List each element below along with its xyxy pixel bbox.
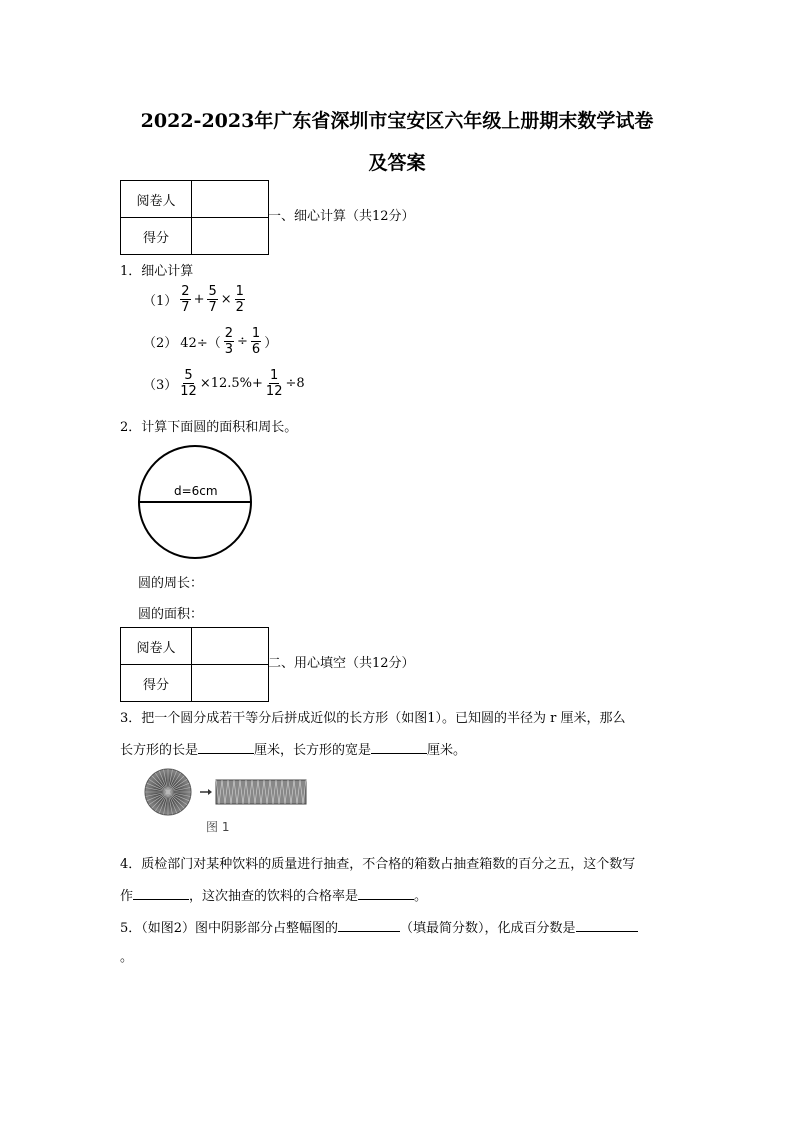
expression-text: ×12.5%+: [199, 376, 263, 391]
answer-blank[interactable]: [198, 741, 254, 754]
score-label: 得分: [121, 218, 192, 255]
section-2-heading: 二、用心填空（共12分）: [268, 656, 415, 671]
reviewer-cell: [192, 181, 269, 218]
q1-label: 1．细心计算: [120, 264, 194, 279]
fraction: $\frac{1}{6}$: [251, 326, 261, 357]
fraction: $\frac{2}{3}$: [224, 326, 233, 357]
expression-text: 42÷（: [180, 336, 221, 351]
q1-part2-expression: [143, 326, 277, 357]
score-cell: [192, 218, 269, 255]
reviewer-cell: [192, 628, 269, 665]
score-label: 得分: [121, 665, 192, 702]
answer-blank[interactable]: [133, 887, 189, 900]
figure-1-image: [140, 768, 310, 816]
title-line-1: 2022-2023年广东省深圳市宝安区六年级上册期末数学试卷: [140, 110, 654, 132]
reviewer-label: 阅卷人: [121, 628, 192, 665]
reviewer-label: 阅卷人: [121, 181, 192, 218]
answer-blank[interactable]: [358, 887, 414, 900]
operator: ×: [220, 292, 232, 307]
q1-part3-tag: （3）: [143, 378, 178, 393]
q4-line2: 作 ，这次抽查的饮料的合格率是 。: [120, 889, 428, 904]
score-cell: [192, 665, 269, 702]
q4-line1: 4．质检部门对某种饮料的质量进行抽查，不合格的箱数占抽查箱数的百分之五，这个数写: [120, 857, 636, 872]
score-table-2: [120, 627, 269, 702]
fraction: $\frac{5}{7}$: [208, 284, 217, 315]
perimeter-prompt: 圆的周长：: [138, 576, 204, 591]
fraction: $\frac{1}{12}$: [265, 368, 283, 399]
figure-1-caption: 图 1: [206, 820, 230, 834]
answer-blank[interactable]: [338, 919, 400, 932]
q1-part1-tag: （1）: [143, 294, 178, 309]
q5-line2: 。: [120, 950, 134, 965]
answer-blank[interactable]: [371, 741, 427, 754]
expression-text: ）: [264, 336, 278, 351]
fraction: $\frac{5}{12}$: [180, 368, 197, 399]
area-prompt: 圆的面积：: [138, 607, 204, 622]
title-line-2: 及答案: [368, 152, 426, 174]
section-1-heading: 一、细心计算（共12分）: [268, 209, 415, 224]
q3-line1: 3．把一个圆分成若干等分后拼成近似的长方形（如图1）。已知圆的半径为 r 厘米，那么: [120, 711, 626, 726]
q5-line1: 5．（如图2）图中阴影部分占整幅图的 （填最简分数），化成百分数是: [120, 917, 638, 936]
expression-text: ÷8: [285, 376, 305, 391]
circle-figure: [136, 444, 256, 560]
q2-label: 2．计算下面圆的面积和周长。: [120, 420, 298, 435]
operator: +: [193, 292, 205, 307]
q3-line2: 长方形的长是 厘米，长方形的宽是 厘米。: [120, 743, 467, 758]
score-table-1: [120, 180, 269, 255]
q1-part2-tag: （2）: [143, 336, 178, 351]
diameter-label: d=6cm: [174, 484, 218, 498]
fraction: $\frac{2}{7}$: [181, 284, 190, 315]
answer-blank[interactable]: [576, 919, 638, 932]
fraction: $\frac{1}{2}$: [235, 284, 244, 315]
q1-part1-expression: [143, 284, 245, 315]
q1-part3-expression: [143, 368, 305, 399]
operator: ÷: [237, 334, 248, 349]
